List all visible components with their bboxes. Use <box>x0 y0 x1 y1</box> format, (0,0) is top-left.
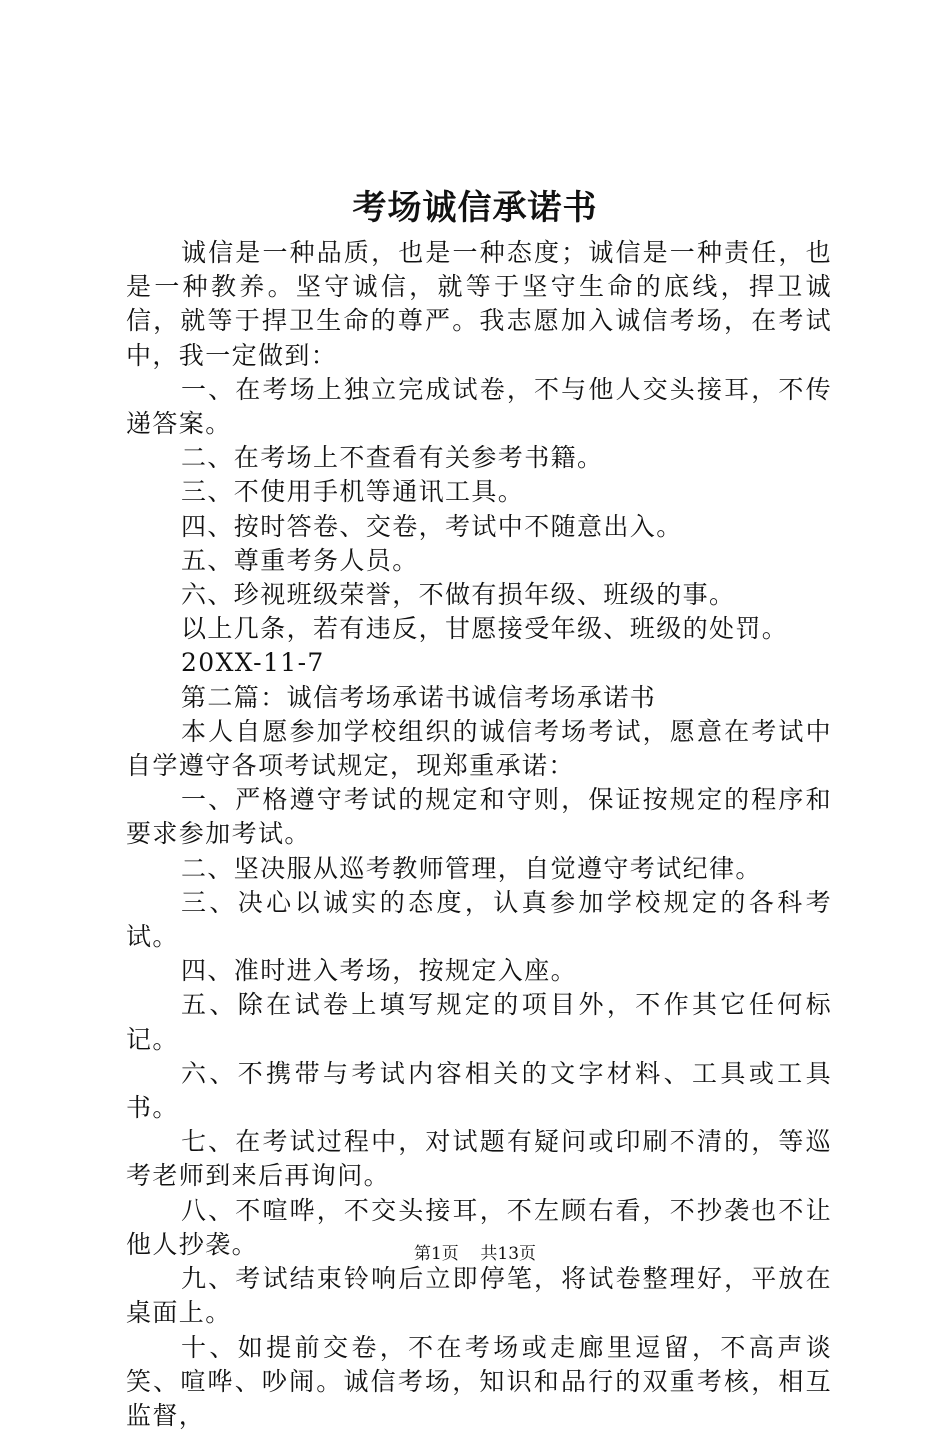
footer-gap <box>464 1244 475 1264</box>
paragraph: 本人自愿参加学校组织的诚信考场考试，愿意在考试中自学遵守各项考试规定，现郑重承诺： <box>126 715 832 783</box>
page-total: 共13页 <box>480 1244 536 1264</box>
paragraph: 八、不喧哗，不交头接耳，不左顾右看，不抄袭也不让他人抄袭。 <box>126 1194 832 1262</box>
document-title: 考场诚信承诺书 <box>0 183 950 233</box>
paragraph: 诚信是一种品质，也是一种态度；诚信是一种责任，也是一种教养。坚守诚信，就等于坚守生命的底线，捍卫诚信，就等于捍卫生命的尊严。我志愿加入诚信考场，在考试中，我一定做到： <box>126 236 832 373</box>
paragraph: 五、尊重考务人员。 <box>126 544 832 578</box>
paragraph: 以上几条，若有违反，甘愿接受年级、班级的处罚。 <box>126 612 832 646</box>
paragraph: 三、不使用手机等通讯工具。 <box>126 475 832 509</box>
paragraph: 一、在考场上独立完成试卷，不与他人交头接耳，不传递答案。 <box>126 373 832 441</box>
date-line: 20XX-11-7 <box>126 646 832 680</box>
page-footer <box>0 1242 950 1266</box>
paragraph: 五、除在试卷上填写规定的项目外，不作其它任何标记。 <box>126 988 832 1056</box>
paragraph: 二、在考场上不查看有关参考书籍。 <box>126 441 832 475</box>
paragraph: 四、按时答卷、交卷，考试中不随意出入。 <box>126 510 832 544</box>
paragraph: 十、如提前交卷，不在考场或走廊里逗留，不高声谈笑、喧哗、吵闹。诚信考场，知识和品行的双重考核，相互监督， <box>126 1331 832 1433</box>
paragraph: 三、决心以诚实的态度，认真参加学校规定的各科考试。 <box>126 886 832 954</box>
paragraph: 六、不携带与考试内容相关的文字材料、工具或工具书。 <box>126 1057 832 1125</box>
paragraph: 六、珍视班级荣誉，不做有损年级、班级的事。 <box>126 578 832 612</box>
paragraph: 一、严格遵守考试的规定和守则，保证按规定的程序和要求参加考试。 <box>126 783 832 851</box>
paragraph: 四、准时进入考场，按规定入座。 <box>126 954 832 988</box>
paragraph: 七、在考试过程中，对试题有疑问或印刷不清的，等巡考老师到来后再询问。 <box>126 1125 832 1193</box>
section-heading: 第二篇：诚信考场承诺书诚信考场承诺书 <box>126 681 832 715</box>
paragraph: 二、坚决服从巡考教师管理，自觉遵守考试纪律。 <box>126 852 832 886</box>
page-number: 第1页 <box>414 1244 459 1264</box>
paragraph: 九、考试结束铃响后立即停笔，将试卷整理好，平放在桌面上。 <box>126 1262 832 1330</box>
